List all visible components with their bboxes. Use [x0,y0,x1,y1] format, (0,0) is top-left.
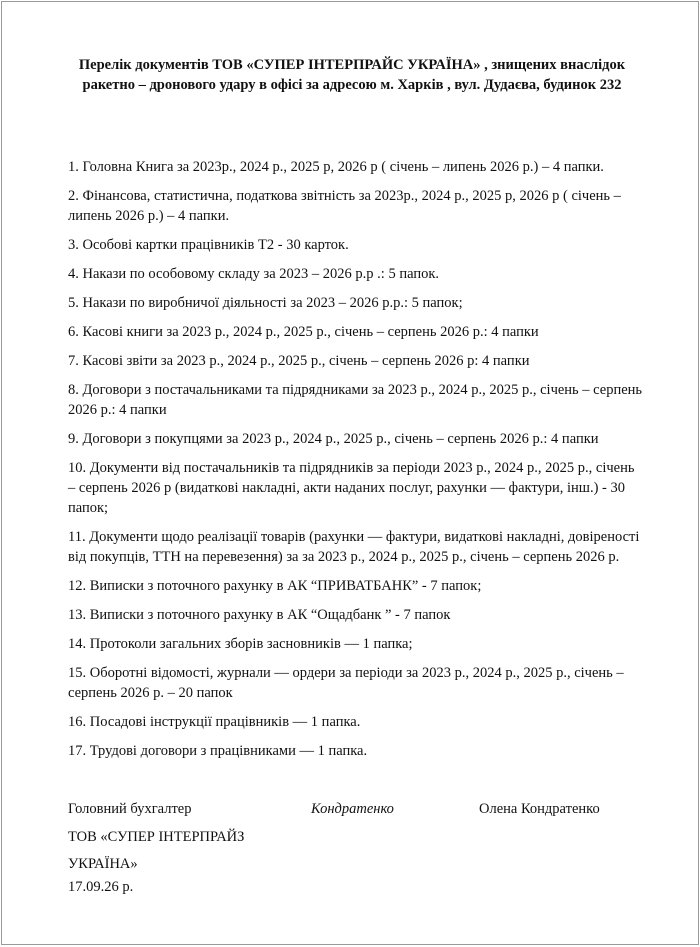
list-item: 1. Головна Книга за 2023р., 2024 р., 2025 р, 2026 р ( січень – липень 2026 р.) – 4 папки. [68,159,604,175]
list-item: 9. Договори з покупцями за 2023 р., 2024 р., 2025 р., січень – серпень 2026 р.: 4 папки [68,431,599,447]
company-name [68,824,244,878]
list-item: 14. Протоколи загальних зборів засновників — 1 папка; [68,636,413,652]
list-item: 5. Накази по виробничої діяльності за 2023 – 2026 р.р.: 5 папок; [68,295,463,311]
list-item: 11. Документи щодо реалізації товарів (рахунки — фактури, видаткові накладні, довіреності від покупців, ТТН на перевезення) за за 2023 р., 2024 р., 2025 р., січень – серпень 2026 р. [68,529,640,565]
document-list [68,157,644,770]
signature-row [68,799,628,821]
list-item: 6. Касові книги за 2023 р., 2024 р., 2025 р., січень – серпень 2026 р.: 4 папки [68,324,539,340]
document-date: 17.09.26 р. [68,879,134,895]
list-item: 15. Оборотні відомості, журнали — ордери за періоди за 2023 р., 2024 р., 2025 р., січень – серпень 2026 р. – 20 папок [68,665,624,701]
signer-name: Олена Кондратенко [479,801,600,817]
list-item: 10. Документи від постачальників та підрядників за періоди 2023 р., 2024 р., 2025 р., січень – серпень 2026 р (видаткові накладні, акти наданих послуг, рахунки — фактури, інш.) - 30 папок; [68,460,635,516]
list-item: 17. Трудові договори з працівниками — 1 папка. [68,743,368,759]
list-item: 3. Особові картки працівників Т2 - 30 карток. [68,237,349,253]
list-item: 7. Касові звіти за 2023 р., 2024 р., 2025 р., січень – серпень 2026 р: 4 папки [68,353,530,369]
document-title: Перелік документів ТОВ «СУПЕР ІНТЕРПРАЙС УКРАЇНА» , знищених внаслідок ракетно – дронового удару в офісі за адресою м. Харків , вул. Дудаєва, будинок 232 [78,57,626,93]
company-line: ТОВ «СУПЕР ІНТЕРПРАЙЗ [68,829,245,845]
company-line: УКРАЇНА» [68,856,138,872]
list-item: 4. Накази по особовому складу за 2023 – 2026 р.р .: 5 папок. [68,266,440,282]
list-item: 12. Виписки з поточного рахунку в АК “ПРИВАТБАНК” - 7 папок; [68,578,482,594]
signer-role: Головний бухгалтер [68,801,192,817]
list-item: 8. Договори з постачальниками та підрядниками за 2023 р., 2024 р., 2025 р., січень – серпень 2026 р.: 4 папки [68,382,643,418]
list-item: 16. Посадові інструкції працівників — 1 папка. [68,714,361,730]
document-page [1,1,699,945]
handwritten-signature: Кондратенко [311,801,394,817]
list-item: 2. Фінансова, статистична, податкова звітність за 2023р., 2024 р., 2025 р, 2026 р ( січень – липень 2026 р.) – 4 папки. [68,188,621,224]
list-item: 13. Виписки з поточного рахунку в АК “Ощадбанк ” - 7 папок [68,607,451,623]
